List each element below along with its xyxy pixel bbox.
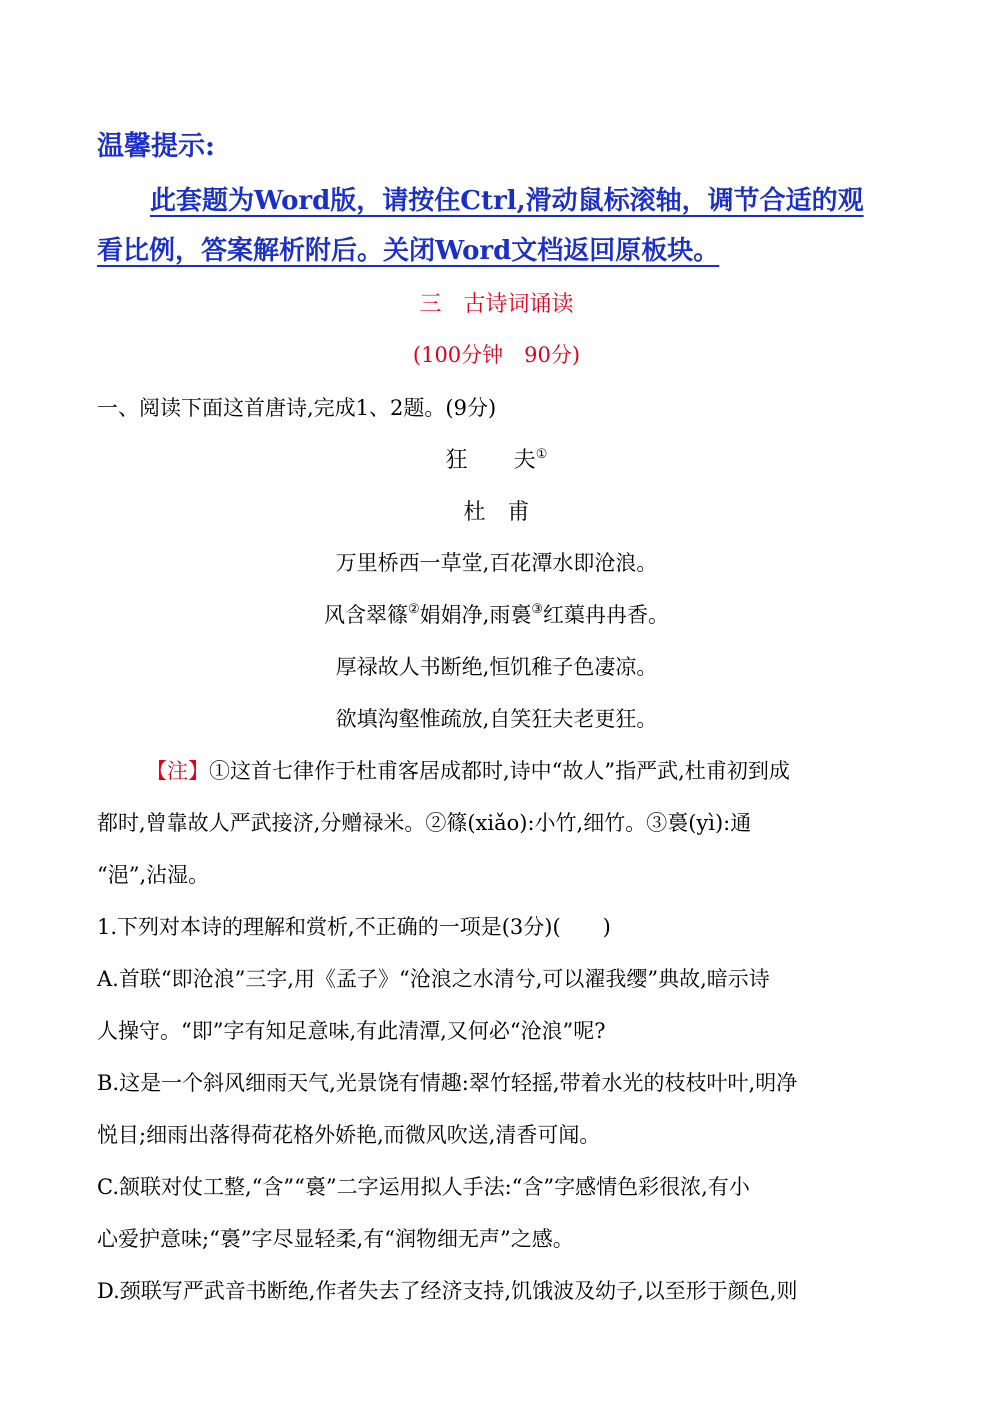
option-c-line-1: C.颔联对仗工整,“含”“裛”二字运用拟人手法:“含”字感情色彩很浓,有小: [97, 1175, 750, 1199]
footnote-mark-3: ③: [531, 602, 543, 617]
poem-line-3: 厚禄故人书断绝,恒饥稚子色凄凉。: [335, 655, 658, 679]
tip-title: 温馨提示:: [97, 131, 215, 162]
poem-line-2-b: 娟娟净,雨裛: [419, 603, 532, 627]
note-text-1: ①这首七律作于杜甫客居成都时,诗中“故人”指严武,杜甫初到成: [209, 759, 790, 783]
note-line-1: [146, 755, 790, 785]
note-line-3: “浥”,沾湿。: [97, 863, 210, 887]
poem-line-4: 欲填沟壑惟疏放,自笑狂夫老更狂。: [335, 707, 658, 731]
poem-title-footnote-mark: ①: [535, 447, 548, 462]
poem-title-a: 狂: [445, 448, 468, 473]
poem-line-1: 万里桥西一草堂,百花潭水即沧浪。: [335, 551, 658, 575]
tip-link-line1[interactable]: 此套题为Word版，请按住Ctrl,滑动鼠标滚轴，调节合适的观: [150, 186, 864, 216]
option-c-line-2: 心爱护意味;“裛”字尽显轻柔,有“润物细无声”之感。: [97, 1227, 574, 1251]
question-intro: 一、阅读下面这首唐诗,完成1、2题。(9分): [97, 396, 497, 420]
option-a-line-2: 人操守。“即”字有知足意味,有此清潭,又何必“沧浪”呢?: [97, 1019, 606, 1043]
question-1-stem: 1.下列对本诗的理解和赏析,不正确的一项是(3分)( ): [97, 915, 611, 939]
poem-author: [0, 495, 993, 526]
option-a-line-1: A.首联“即沧浪”三字,用《孟子》“沧浪之水清兮,可以濯我缨”典故,暗示诗: [97, 967, 770, 991]
section-subtitle: (100分钟 90分): [412, 343, 581, 367]
option-b-line-2: 悦目;细雨出落得荷花格外娇艳,而微风吹送,清香可闻。: [97, 1123, 601, 1147]
note-label: 【注】: [146, 759, 209, 783]
footnote-mark-2: ②: [408, 602, 420, 617]
poem-title: [0, 443, 993, 474]
option-b-line-1: B.这是一个斜风细雨天气,光景饶有情趣:翠竹轻摇,带着水光的枝枝叶叶,明净: [97, 1071, 798, 1095]
option-d-line-1: D.颈联写严武音书断绝,作者失去了经济支持,饥饿波及幼子,以至形于颜色,则: [97, 1279, 798, 1303]
poem-title-b: 夫: [513, 448, 536, 473]
poem-author-b: 甫: [507, 500, 530, 525]
poem-author-a: 杜: [463, 500, 486, 525]
note-line-2: 都时,曾靠故人严武接济,分赠禄米。②篠(xiǎo):小竹,细竹。③裛(yì):通: [97, 811, 752, 835]
poem-line-2-c: 红蕖冉冉香。: [543, 603, 669, 627]
poem-line-2: [0, 599, 993, 629]
section-title: 三 古诗词诵读: [419, 292, 574, 317]
tip-link-line2[interactable]: 看比例，答案解析附后。关闭Word文档返回原板块。: [97, 236, 720, 266]
poem-line-2-a: 风含翠篠: [324, 603, 408, 627]
